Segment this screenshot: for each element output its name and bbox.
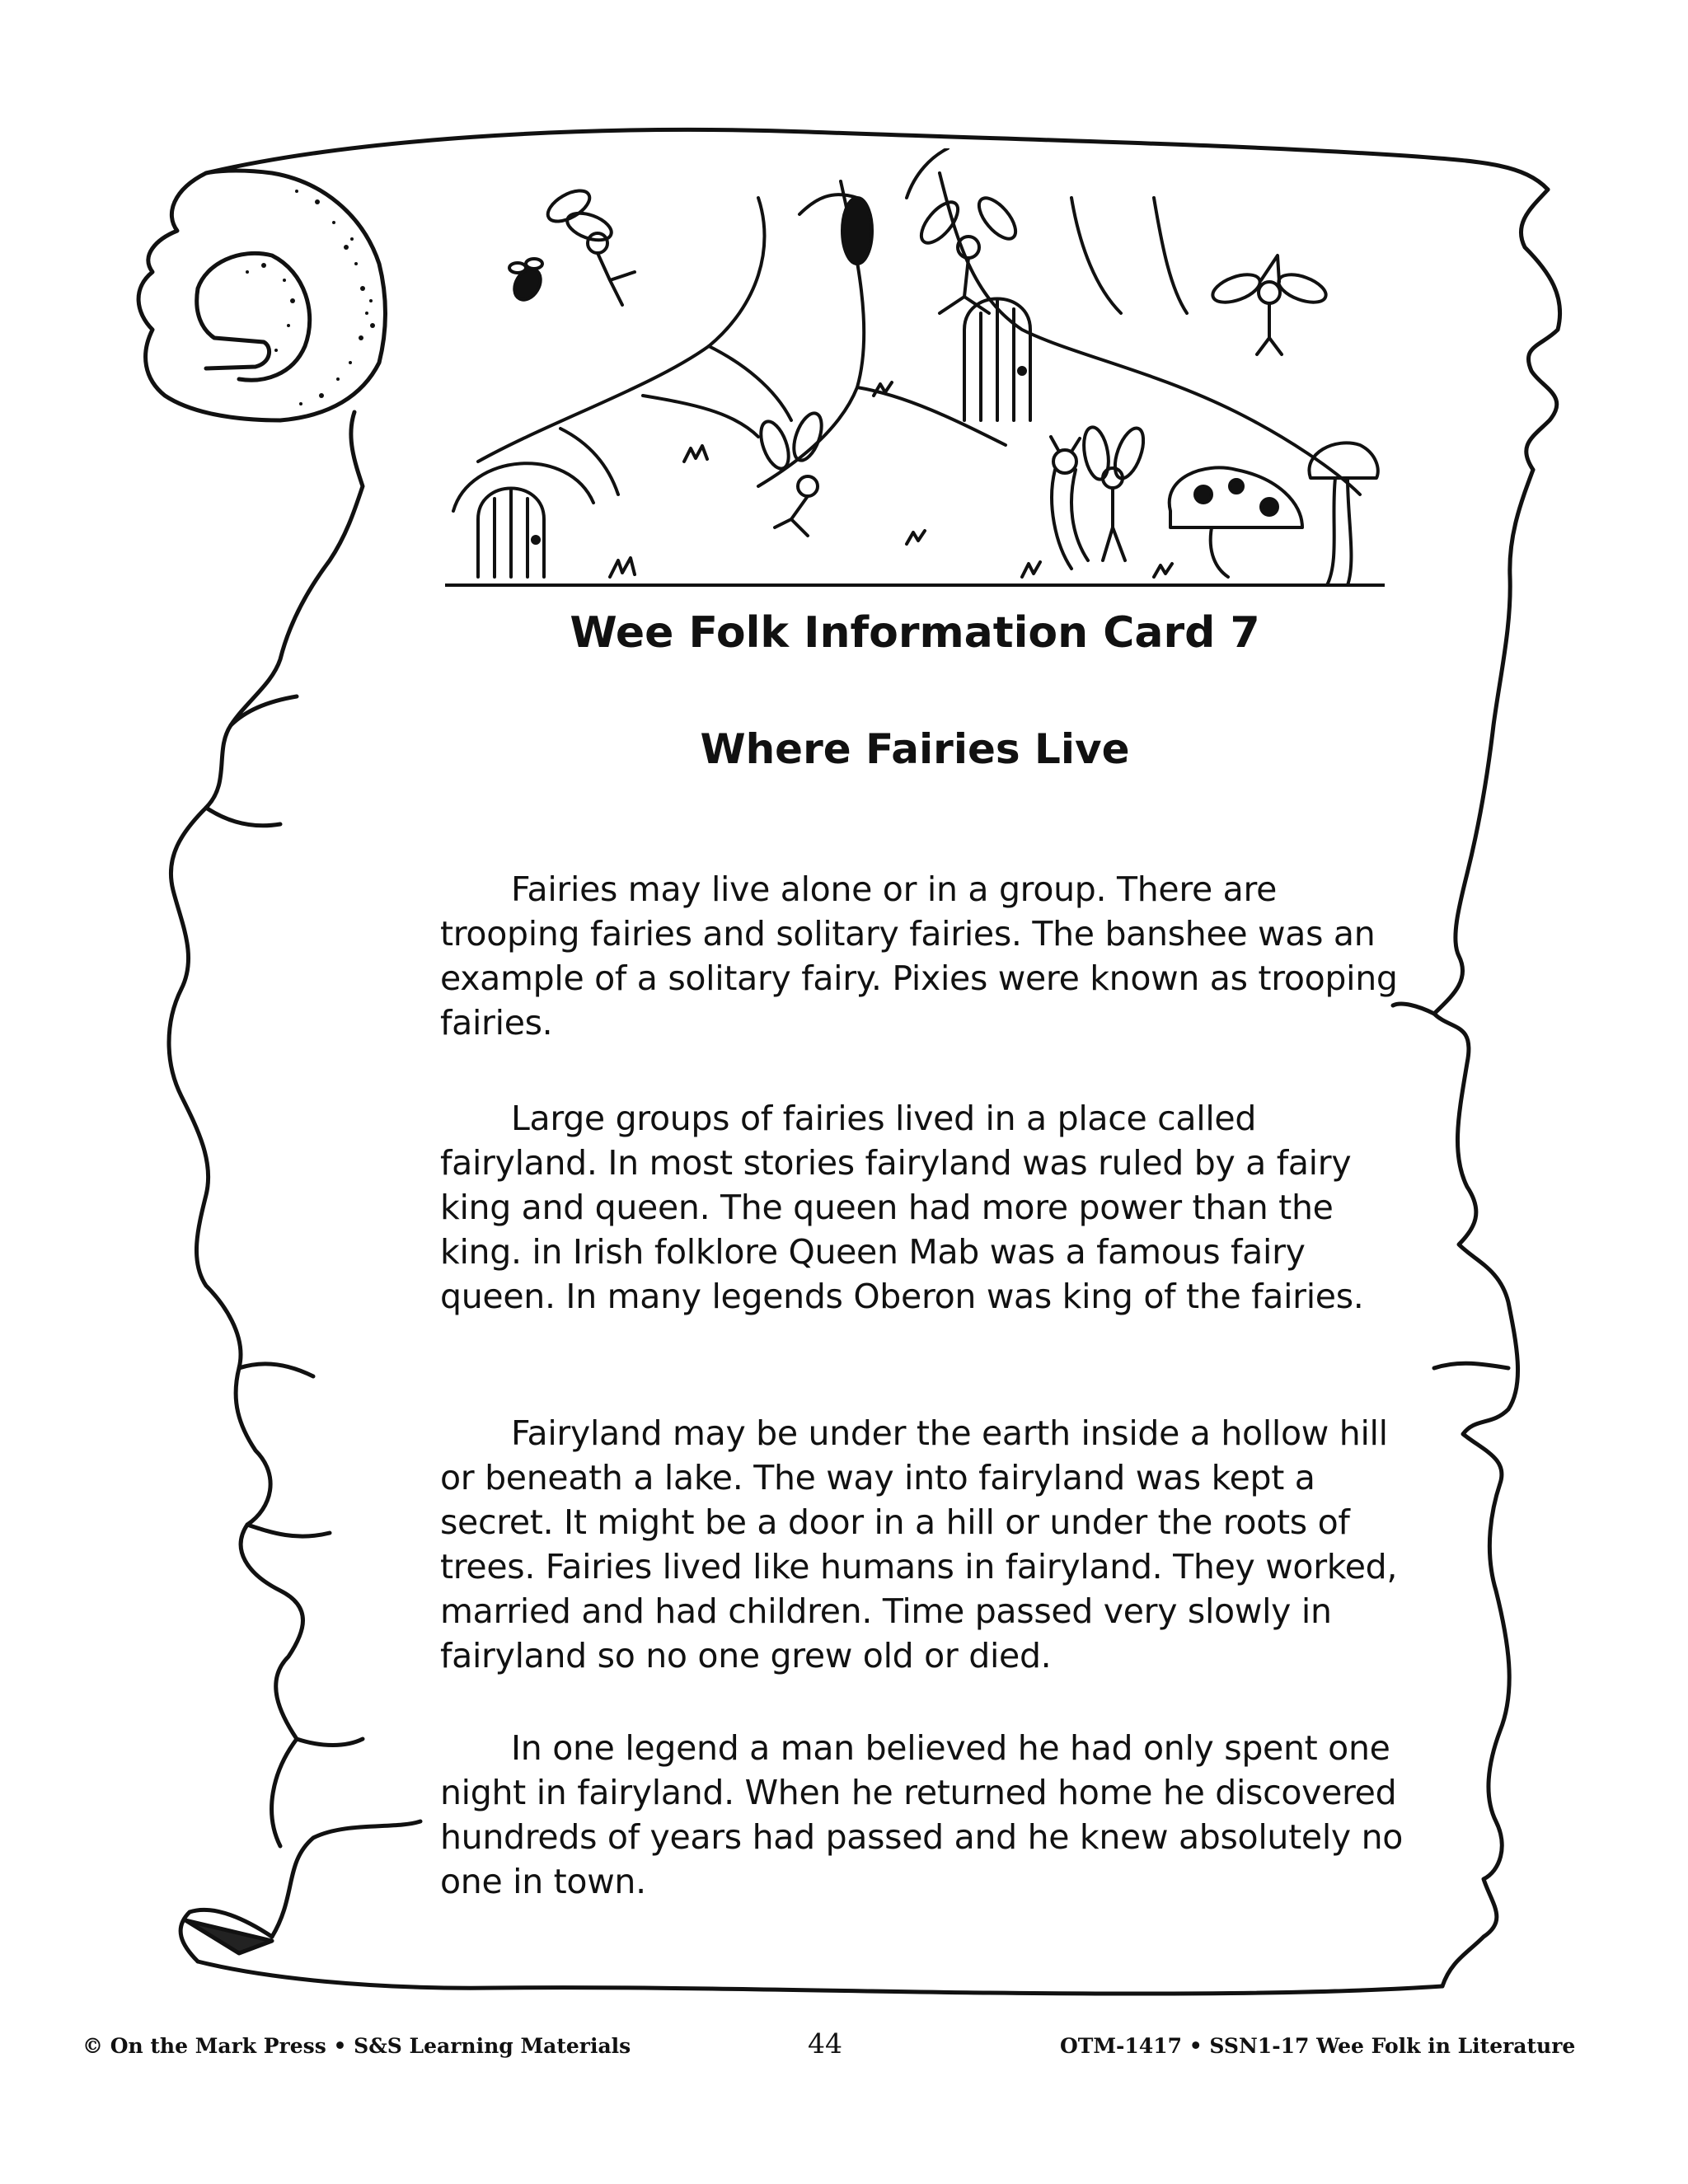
fairy-icon [543, 185, 635, 305]
paragraph-text: Fairies may live alone or in a group. There are trooping fairies and solitary fairies. The banshee was an example of a solitary fairy. Pixies were known as trooping fairies. [440, 869, 1398, 1043]
body-paragraph [440, 1411, 1404, 1678]
page-number: 44 [808, 2027, 842, 2060]
fairy-icon [1081, 424, 1149, 560]
fairy-icon [756, 410, 828, 536]
body-paragraph [440, 1726, 1404, 1904]
door-icon [964, 299, 1030, 421]
mushroom-icon [1170, 443, 1378, 585]
fairy-icon [1209, 255, 1329, 354]
tree-icon [478, 148, 1360, 494]
footer-product-code: OTM-1417 • SSN1-17 Wee Folk in Literature [1060, 2034, 1576, 2058]
card-title: Wee Folk Information Card 7 [570, 608, 1260, 658]
caterpillar-icon [1051, 437, 1088, 569]
door-icon [453, 463, 593, 577]
paragraph-text: In one legend a man believed he had only spent one night in fairyland. When he returned home he discovered hundreds of years had passed and he knew absolutely no one in town. [440, 1728, 1404, 1901]
bee-icon [509, 259, 546, 304]
body-paragraph [440, 1096, 1404, 1319]
card-subtitle: Where Fairies Live [700, 725, 1130, 773]
paragraph-text: Fairyland may be under the earth inside a hollow hill or beneath a lake. The way into fairyland was kept a secret. It might be a door in a hill or under the roots of trees. Fairies lived like humans in fairyland. They worked, married and had children. Time passed very slowly in fairyland so no one grew old or died. [440, 1413, 1398, 1675]
body-paragraph [440, 867, 1404, 1045]
footer-publisher: © On the Mark Press • S&S Learning Materials [82, 2034, 631, 2058]
paragraph-text: Large groups of fairies lived in a place called fairyland. In most stories fairyland was ruled by a fairy king and queen. The queen had more power than the king. in Irish folklore Queen Mab was a famous fairy queen. In many legends Oberon was king of the fairies. [440, 1099, 1364, 1316]
fairy-icon [915, 192, 1022, 313]
fairy-forest-illustration [445, 148, 1385, 593]
